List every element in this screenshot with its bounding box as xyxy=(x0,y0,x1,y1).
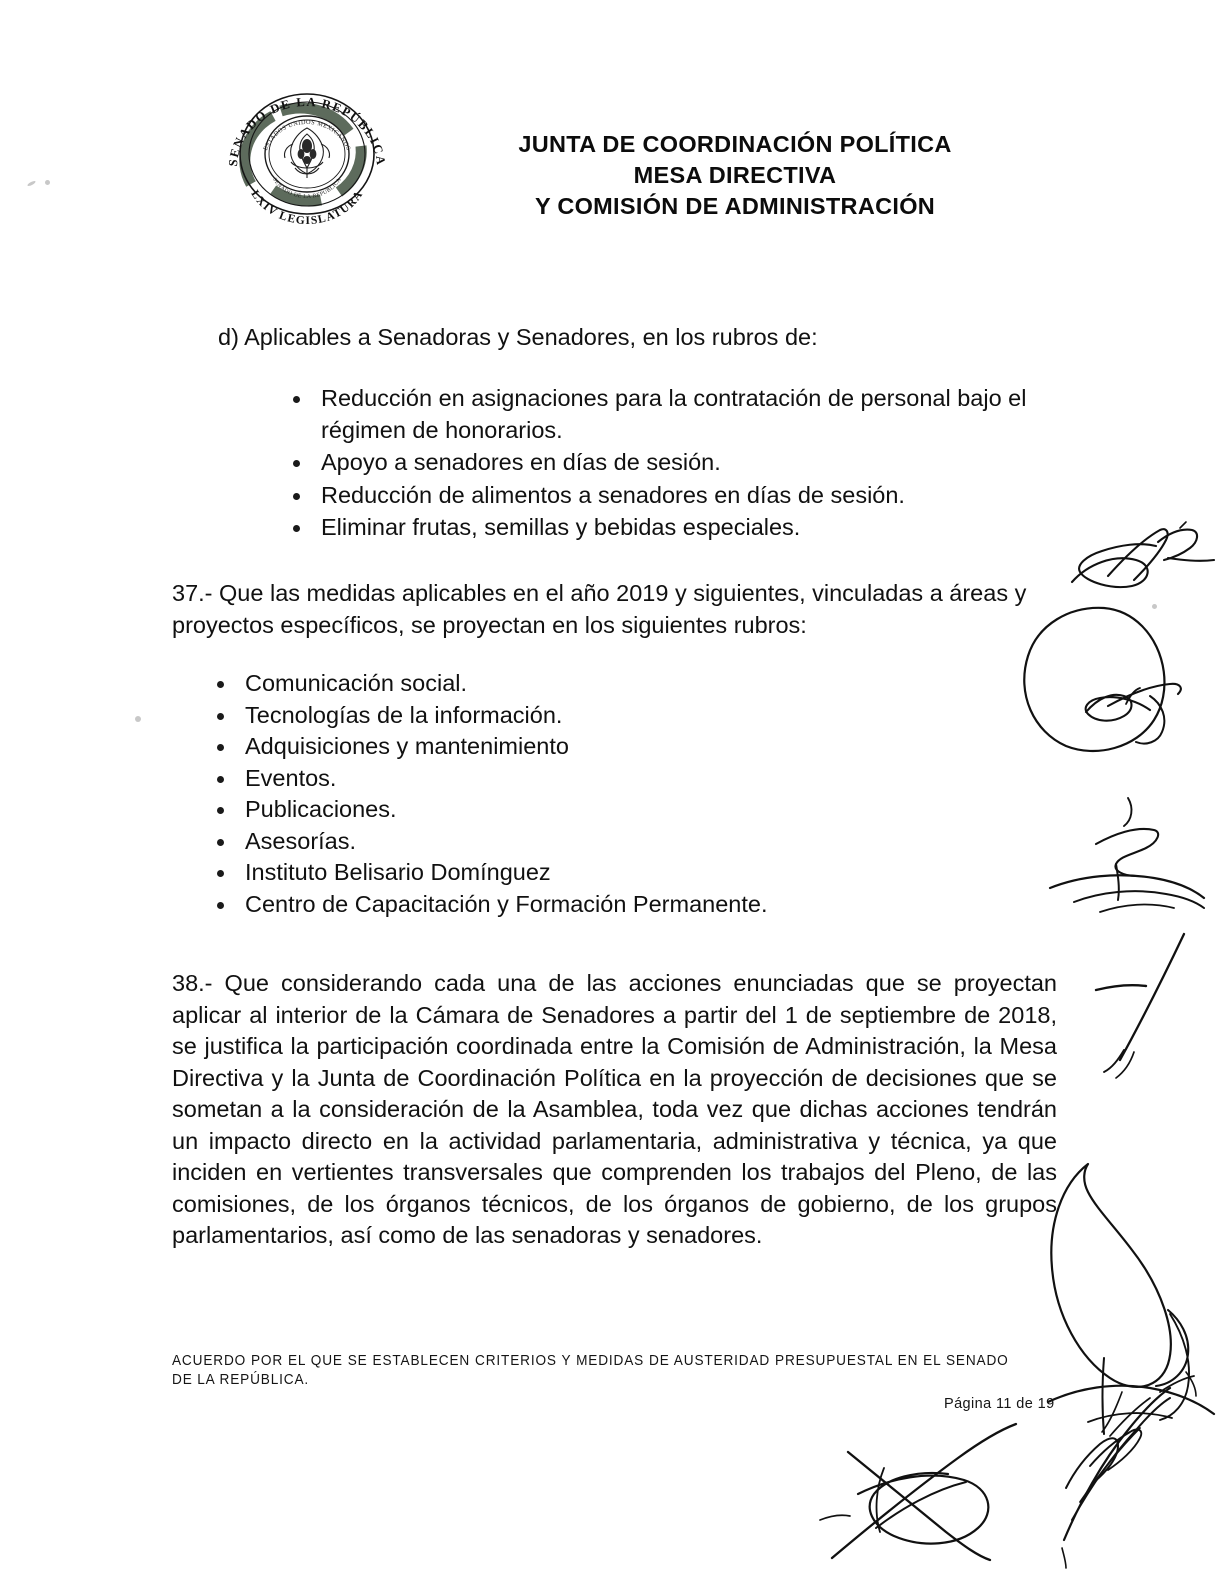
header-title-group xyxy=(430,129,1040,222)
list-item xyxy=(215,826,995,858)
list-item xyxy=(215,857,995,889)
list-item xyxy=(215,889,995,921)
item-d-paragraph: d) Aplicables a Senadoras y Senadores, en los rubros de: xyxy=(218,324,818,350)
list-item-label: Adquisiciones y mantenimiento xyxy=(245,733,569,759)
list-item-label: Tecnologías de la información. xyxy=(245,701,563,728)
footer-note: ACUERDO POR EL QUE SE ESTABLECEN CRITERIOS Y MEDIDAS DE AUSTERIDAD PRESUPUESTAL EN EL SENADO DE LA REPÚBLICA. xyxy=(172,1353,1009,1388)
header-title-line-1: JUNTA DE COORDINACIÓN POLÍTICA xyxy=(518,131,952,157)
bullet-icon xyxy=(217,681,224,688)
bullet-icon xyxy=(293,525,300,532)
list-item xyxy=(215,668,995,700)
list-item xyxy=(291,512,1081,544)
bullet-icon xyxy=(217,807,224,814)
bullet-icon xyxy=(217,870,224,877)
svg-text:SENADO DE LA REPUBLICA: SENADO DE LA REPUBLICA xyxy=(271,176,343,201)
handwritten-signature-3 xyxy=(1040,790,1220,920)
svg-text:LXIV LEGISLATURA: LXIV LEGISLATURA xyxy=(248,188,366,224)
paragraph-38: 38.- Que considerando cada una de las acciones enunciadas que se proyectan aplicar al interior de la Cámara de Senadores a partir del 1 de septiembre de 2018, se justifica la participación coordinada entre la Comisión de Administración, la Mesa Directiva y la Junta de Coordinación Política en la proyección de decisiones que se sometan a la consideración de la Asamblea, toda vez que dichas acciones tendrán un impacto directo en la actividad parlamentaria, administrativa y técnica, ya que inciden en vertientes transversales que comprenden los trabajos del Pleno, de las comisiones, de los órganos técnicos, de los órganos de gobierno, de los grupos parlamentarios, así como de las senadoras y senadores. xyxy=(172,970,1057,1248)
paragraph-37: 37.- Que las medidas aplicables en el año 2019 y siguientes, vinculadas a áreas y proyectos específicos, se proyectan en los siguientes rubros: xyxy=(172,580,1027,638)
document-header xyxy=(0,76,1224,236)
bullet-icon xyxy=(293,493,300,500)
handwritten-signature-7 xyxy=(1036,1370,1216,1570)
scan-speck xyxy=(45,180,50,185)
bullet-icon xyxy=(293,396,300,403)
bullet-icon xyxy=(293,460,300,467)
bullet-icon xyxy=(217,902,224,909)
list-paragraph-37-bullets xyxy=(215,668,995,920)
list-item-label: Reducción de alimentos a senadores en días de sesión. xyxy=(321,481,905,508)
list-item-label: Publicaciones. xyxy=(245,796,397,822)
list-item-d-bullets xyxy=(291,383,1081,545)
list-item-label: Centro de Capacitación y Formación Permanente. xyxy=(245,890,768,917)
header-title-line-2: MESA DIRECTIVA xyxy=(633,162,837,188)
list-item-label: Comunicación social. xyxy=(245,670,468,696)
list-item-label: Eliminar frutas, semillas y bebidas especiales. xyxy=(321,514,801,540)
bullet-icon xyxy=(217,713,224,720)
list-item xyxy=(291,383,1081,446)
list-item-label: Asesorías. xyxy=(245,827,357,854)
list-item-label: Apoyo a senadores en días de sesión. xyxy=(321,449,721,475)
svg-text:ESTADOS UNIDOS MEXICANOS: ESTADOS UNIDOS MEXICANOS xyxy=(262,118,352,152)
list-item xyxy=(215,763,995,795)
bullet-icon xyxy=(217,744,224,751)
svg-text:SENADO DE LA REPÚBLICA: SENADO DE LA REPÚBLICA xyxy=(225,94,389,168)
bullet-icon xyxy=(217,776,224,783)
page-number: Página 11 de 19 xyxy=(944,1396,1055,1412)
bullet-icon xyxy=(217,839,224,846)
list-item-label: Reducción en asignaciones para la contratación de personal bajo el régimen de honorarios. xyxy=(321,385,1027,443)
handwritten-signature-6 xyxy=(818,1408,1108,1568)
handwritten-signature-1 xyxy=(1062,520,1224,610)
list-item xyxy=(215,794,995,826)
list-item-label: Eventos. xyxy=(245,764,337,791)
header-title-line-3: Y COMISIÓN DE ADMINISTRACIÓN xyxy=(534,193,936,219)
scan-speck xyxy=(135,716,141,722)
senate-seal-logo xyxy=(221,84,393,224)
list-item xyxy=(291,480,1081,512)
scan-speck xyxy=(1152,604,1157,609)
list-item xyxy=(215,731,995,763)
handwritten-signature-4 xyxy=(1090,930,1220,1110)
list-item-label: Instituto Belisario Domínguez xyxy=(245,859,551,885)
list-item xyxy=(291,447,1081,479)
list-item xyxy=(215,700,995,732)
